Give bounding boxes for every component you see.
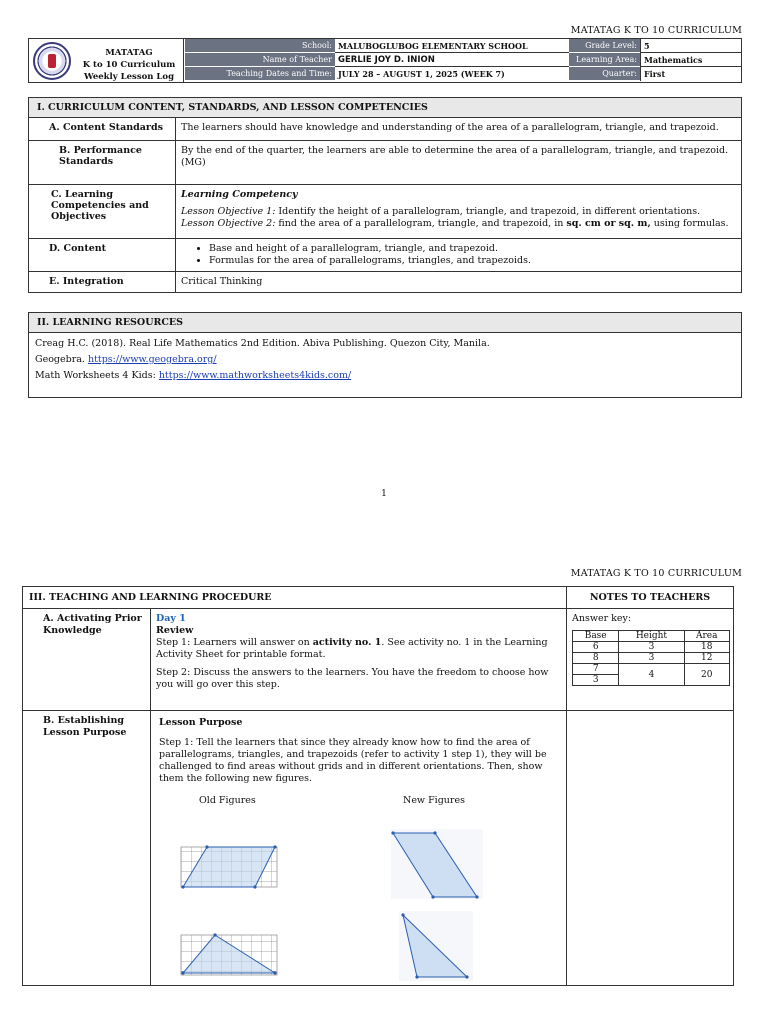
answer-key-table: Base Height Area 6 3 18 8 3 12 7 4 20 3: [572, 630, 730, 686]
area-value: Mathematics: [640, 53, 742, 67]
grade-row: Grade Level: 5: [569, 39, 742, 53]
list-item: • Base and height of a parallelogram, triangle, and trapezoid.: [209, 243, 736, 255]
teacher-value: GERLIE JOY D. INION: [335, 53, 635, 67]
dates-value: JULY 28 – AUGUST 1, 2025 (WEEK 7): [338, 69, 505, 79]
notes-cell: [567, 711, 733, 985]
table-row: 7 4 20: [573, 664, 730, 675]
day-label: Day 1: [156, 613, 186, 624]
row-content: D. Content • Base and height of a parallelogram, triangle, and trapezoid. • Formulas for the area of parallelograms, triangles, and trapezoids.: [29, 239, 741, 272]
new-parallelogram-figure: [391, 829, 483, 899]
logo-cell: [29, 39, 184, 82]
procedure-header: III. TEACHING AND LEARNING PROCEDURE NOTES TO TEACHERS: [23, 587, 733, 609]
geogebra-link[interactable]: https://www.geogebra.org/: [87, 354, 217, 365]
resource-3: Math Worksheets 4 Kids: https://www.mathworksheets4kids.com/: [35, 370, 352, 381]
row-lesson-purpose: B. Establishing Lesson Purpose Lesson Purpose Step 1: Tell the learners that since they already know how to find the area of parallelograms, triangles, and trapezoids (refer to activity 1 step 1), they will be challenged to find areas without grids and in different orientations. Then, show them the following new figures. Old Figures New Figures: [23, 711, 733, 985]
old-parallelogram-figure: [181, 845, 277, 888]
section-curriculum: [28, 97, 742, 293]
procedure-table: [22, 586, 734, 986]
header-block: [28, 38, 742, 83]
resource-2: Geogebra. https://www.geogebra.org/: [35, 354, 217, 365]
section-heading: I. CURRICULUM CONTENT, STANDARDS, AND LESSON COMPETENCIES: [29, 98, 741, 118]
old-figures-label: Old Figures: [199, 795, 256, 806]
section-heading: II. LEARNING RESOURCES: [29, 313, 741, 333]
dates-row: Teaching Dates and Time: JULY 28 – AUGUST 1, 2025 (WEEK 7): [185, 67, 635, 81]
new-triangle-figure: [399, 911, 473, 981]
row-competencies: C. Learning Competencies and Objectives Learning Competency Lesson Objective 1: Identify the height of a parallelogram, triangle, and trapezoid, in different orientations. Lesson Objective 2: find the area of a parallelogram, triangle, and trapezoid, in sq. cm or sq. m, using formulas.: [29, 185, 741, 239]
quarter-row: Quarter: First: [569, 67, 742, 81]
area-row: Learning Area: Mathematics: [569, 53, 742, 67]
deped-seal-icon: [33, 42, 71, 80]
curriculum-label: MATATAG K TO 10 CURRICULUM: [570, 25, 742, 36]
row-content-standards: A. Content Standards The learners should have knowledge and understanding of the area of a parallelogram, triangle, and trapezoid.: [29, 118, 741, 141]
resource-1: Creag H.C. (2018). Real Life Mathematics 2nd Edition. Abiva Publishing. Quezon City, Manila.: [35, 338, 490, 349]
table-row: 6 3 18: [573, 642, 730, 653]
quarter-value: First: [640, 67, 742, 81]
school-value: MALUBOGLUBOG ELEMENTARY SCHOOL: [335, 39, 635, 53]
curriculum-label: MATATAG K TO 10 CURRICULUM: [570, 568, 742, 579]
old-triangle-figure: [181, 933, 277, 975]
log-title: MATATAG K to 10 Curriculum Weekly Lesson Log: [82, 48, 176, 82]
section-resources: [28, 312, 742, 398]
teacher-row: Name of Teacher GERLIE JOY D. INION: [185, 53, 635, 67]
row-performance-standards: B. Performance Standards By the end of the quarter, the learners are able to determine the area of a parallelogram, triangle, and trapezoid. (MG): [29, 141, 741, 185]
page-number: 1: [381, 489, 387, 499]
row-activating: A. Activating Prior Knowledge Day 1 Review Step 1: Learners will answer on activity no. 1. See activity no. 1 in the Learning Activity Sheet for printable format. Step 2: Discuss the answers to the learners. You have the freedom to choose how you will go over this step. Answer key: Base Height Area 6 3 18 8 3 12 7 4 20 3: [23, 609, 733, 711]
figures-illustration: [151, 811, 565, 983]
school-row: School: MALUBOGLUBOG ELEMENTARY SCHOOL: [185, 39, 635, 53]
row-integration: E. Integration Critical Thinking: [29, 272, 741, 292]
grade-value: 5: [640, 39, 742, 53]
table-row: 3: [573, 675, 730, 686]
list-item: • Formulas for the area of parallelograms, triangles, and trapezoids.: [209, 255, 736, 267]
mathworksheets-link[interactable]: https://www.mathworksheets4kids.com/: [158, 370, 352, 381]
table-row: 8 3 12: [573, 653, 730, 664]
new-figures-label: New Figures: [403, 795, 465, 806]
